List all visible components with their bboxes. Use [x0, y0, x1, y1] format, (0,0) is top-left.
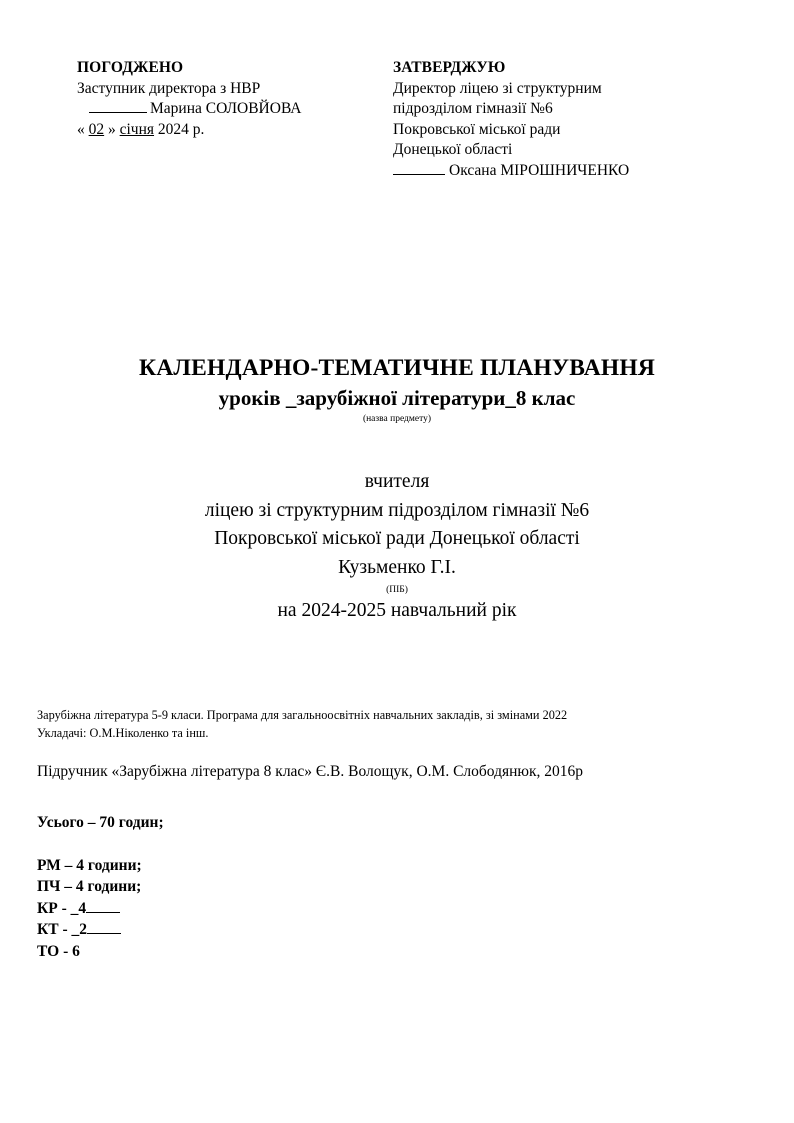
hours-to: ТО - 6	[37, 942, 80, 960]
approval-left-title: ПОГОДЖЕНО	[77, 59, 184, 76]
hours-total: Усього – 70 годин;	[37, 814, 164, 831]
approval-right-role-line-1: Директор ліцею зі структурним	[393, 79, 602, 97]
approval-left-role: Заступник директора з НВР	[77, 79, 261, 97]
approval-right-role-line-3: Покровської міської ради	[393, 120, 561, 138]
signature-blank-line	[89, 99, 147, 113]
page-title: КАЛЕНДАРНО-ТЕМАТИЧНЕ ПЛАНУВАННЯ	[139, 355, 655, 381]
page-subtitle: уроків _зарубіжної літератури_8 клас	[218, 386, 576, 410]
teacher-name: Кузьменко Г.І.	[338, 556, 456, 578]
teacher-block	[0, 468, 794, 626]
approval-right-role-line-2: підрозділом гімназії №6	[393, 100, 553, 117]
hours-summary	[37, 812, 437, 962]
hours-rm: РМ – 4 години;	[37, 856, 142, 874]
textbook-line: Підручник «Зарубіжна література 8 клас» Є.В. Волощук, О.М. Слободянюк, 2016р	[37, 763, 583, 780]
date-quote-open: «	[77, 120, 85, 138]
approval-left-signature-name: Марина СОЛОВЙОВА	[150, 100, 302, 118]
subject-caption: (назва предмету)	[362, 414, 432, 424]
signature-blank-line	[393, 161, 445, 175]
hours-kr-row	[37, 898, 437, 920]
teacher-name-caption: (ПІБ)	[386, 585, 408, 595]
approval-left-signature-row	[77, 99, 377, 120]
program-line-1: Зарубіжна література 5-9 класи. Програма для загальноосвітніх навчальних закладів, зі змінами 2022	[37, 708, 568, 722]
hours-kr: КР - _4	[37, 899, 87, 917]
notes-block	[37, 707, 757, 782]
approval-right-signature-name: Оксана МІРОШНИЧЕНКО	[449, 161, 630, 179]
approval-block-right	[393, 58, 723, 181]
hours-pch: ПЧ – 4 години;	[37, 878, 142, 895]
hours-kr-blank	[86, 898, 120, 912]
title-block	[0, 353, 794, 426]
approval-block-left	[77, 58, 377, 140]
hours-kt: КТ - _2	[37, 921, 87, 938]
institution-line-2: Покровської міської ради Донецької області	[214, 528, 580, 549]
approval-header	[0, 58, 794, 198]
program-line-2: Укладачі: О.М.Ніколенко та інш.	[37, 725, 209, 740]
approval-right-title: ЗАТВЕРДЖУЮ	[393, 59, 506, 76]
date-day: 02	[88, 120, 105, 138]
institution-line-1: ліцею зі структурним підрозділом гімназії №6	[204, 499, 590, 521]
hours-spacer	[37, 834, 437, 855]
date-year: 2024 р.	[157, 120, 205, 138]
hours-kt-blank	[87, 920, 121, 934]
date-month: січня	[119, 120, 155, 138]
approval-right-role-line-4: Донецької області	[393, 141, 513, 158]
approval-left-date-row	[77, 120, 377, 141]
academic-year: на 2024-2025 навчальний рік	[277, 600, 517, 621]
teacher-role: вчителя	[364, 471, 430, 492]
approval-right-signature-row	[393, 161, 723, 182]
hours-kt-row	[37, 919, 437, 941]
date-quote-close: »	[108, 120, 116, 138]
